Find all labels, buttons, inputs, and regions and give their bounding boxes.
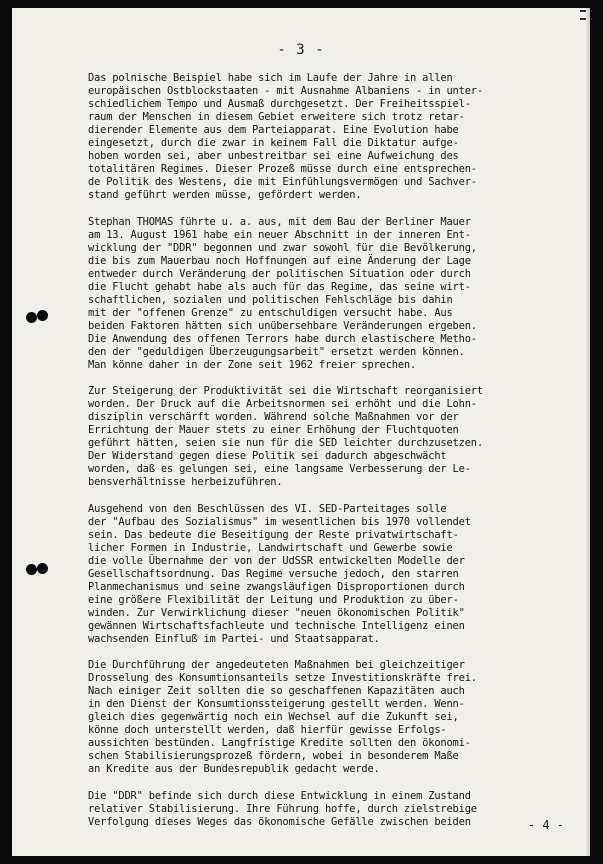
paragraph <box>88 385 574 489</box>
text-line: könne doch unterstellt werden, daß hierfür gewisse Erfolgs- <box>88 724 447 737</box>
text-line: hoben worden sei, aber unbestreitbar sei eine Aufweichung des <box>88 150 459 163</box>
text-line: Verfolgung dieses Weges das ökonomische Gefälle zwischen beiden <box>88 815 471 828</box>
punch-hole-icon <box>37 563 48 574</box>
text-line: an Kredite aus der Bundesrepublik gedacht werde. <box>88 763 380 776</box>
text-line: Die Anwendung des offenen Terrors habe durch elastischere Metho- <box>88 332 477 345</box>
text-line: gewännen Wirtschaftsfachleute und technische Intelligenz einen <box>88 619 465 632</box>
text-line: Die Durchführung der angedeuteten Maßnahmen bei gleichzeitiger <box>88 659 465 672</box>
text-line: die Flucht gehabt habe als auch für das Regime, das seine wirt- <box>88 280 471 293</box>
page-edge <box>586 8 590 856</box>
text-line: wicklung der "DDR" begonnen und zwar sowohl für die Bevölkerung, <box>88 241 477 254</box>
text-line: schiedlichem Tempo und Ausmaß durchgesetzt. Der Freiheitsspiel- <box>88 98 471 111</box>
text-line: Gesellschaftsordnung. Das Regime versuche jedoch, den starren <box>88 567 459 580</box>
text-line: den der "geduldigen Überzeugungsarbeit" ersetzt werden können. <box>88 345 465 358</box>
text-line: entweder durch Veränderung der politischen Situation oder durch <box>88 267 471 280</box>
text-line: Der Widerstand gegen diese Politik sei dadurch abgeschwächt <box>88 450 447 463</box>
text-line: de Politik des Westens, die mit Einfühlungsvermögen und Sachver- <box>88 176 477 189</box>
text-line: die bis zum Mauerbau noch Hoffnungen auf eine Änderung der Lage <box>88 254 471 267</box>
text-line: am 13. August 1961 habe ein neuer Abschnitt in der inneren Ent- <box>88 228 471 241</box>
text-line: schaftlichen, sozialen und politischen Fehlschläge bis dahin <box>88 293 453 306</box>
text-line: schen Stabilisierungsprozeß fördern, wobei in besonderem Maße <box>88 750 459 763</box>
text-line: totalitären Regimes. Dieser Prozeß müsse durch eine entsprechen- <box>88 163 477 176</box>
document-body <box>88 72 574 842</box>
text-line: eine größere Flexibilität der Leitung und Produktion zu über- <box>88 593 459 606</box>
scan-mark <box>580 10 586 12</box>
paragraph <box>88 72 574 202</box>
paragraph <box>88 503 574 647</box>
text-line: licher Formen in Industrie, Landwirtschaft und Gewerbe sowie <box>88 541 453 554</box>
text-line: wachsenden Einfluß im Partei- und Staatsapparat. <box>88 633 380 646</box>
text-line: die volle Übernahme der von der UdSSR entwickelten Modelle der <box>88 554 465 567</box>
text-line: Stephan THOMAS führte u. a. aus, mit dem Bau der Berliner Mauer <box>88 215 471 228</box>
text-line: bensverhältnisse herbeizuführen. <box>88 476 283 489</box>
text-line: Nach einiger Zeit sollten die so geschaffenen Kapazitäten auch <box>88 685 465 698</box>
page-number: - 3 - <box>277 42 325 58</box>
punch-hole-icon <box>26 564 37 575</box>
text-line: gleich dies gegenwärtig noch ein Wechsel auf die Zukunft sei, <box>88 711 459 724</box>
scan-mark <box>580 18 586 20</box>
text-line: relativer Stabilisierung. Ihre Führung hoffe, durch zielstrebige <box>88 802 477 815</box>
punch-hole-icon <box>37 310 48 321</box>
text-line: Die "DDR" befinde sich durch diese Entwicklung in einem Zustand <box>88 789 471 802</box>
text-line: der "Aufbau des Sozialismus" im wesentlichen bis 1970 vollendet <box>88 515 471 528</box>
punch-hole-icon <box>26 312 37 323</box>
text-line: worden, daß es gelungen sei, eine langsame Verbesserung der Le- <box>88 463 471 476</box>
text-line: winden. Zur Verwirklichung dieser "neuen ökonomischen Politik" <box>88 606 465 619</box>
text-line: Errichtung der Mauer stets zu einer Erhöhung der Fluchtquoten <box>88 424 459 437</box>
text-line: Drosselung des Konsumtionsanteils setze Investitionskräfte frei. <box>88 672 477 685</box>
text-line: raum der Menschen in diesem Gebiet erweitere sich trotz retar- <box>88 111 465 124</box>
paragraph <box>88 790 574 829</box>
text-line: mit der "offenen Grenze" zu entschuldigen versucht habe. Aus <box>88 306 453 319</box>
text-line: Das polnische Beispiel habe sich im Laufe der Jahre in allen <box>88 72 453 84</box>
text-line: dierender Elemente aus dem Parteiapparat. Eine Evolution habe <box>88 124 459 137</box>
text-line: eingesetzt, durch die zwar in keinem Fall die Diktatur aufge- <box>88 137 459 150</box>
text-line: europäischen Ostblockstaaten - mit Ausnahme Albaniens - in unter- <box>88 85 483 98</box>
text-line: Ausgehend von den Beschlüssen des VI. SED-Parteitages solle <box>88 502 447 515</box>
paragraph <box>88 659 574 776</box>
continuation-marker: - 4 - <box>527 818 564 832</box>
text-line: aussichten bestünden. Langfristige Kredite sollten den ökonomi- <box>88 737 471 750</box>
text-line: in den Dienst der Konsumtionssteigerung gestellt werden. Wenn- <box>88 698 465 711</box>
text-line: worden. Der Druck auf die Arbeitsnormen sei erhöht und die Lohn- <box>88 398 477 411</box>
text-line: beiden Faktoren hätten sich unübersehbare Veränderungen ergeben. <box>88 319 477 332</box>
text-line: disziplin verschärft worden. Während solche Maßnahmen vor der <box>88 411 459 424</box>
text-line: Man könne daher in der Zone seit 1962 freier sprechen. <box>88 359 417 372</box>
paragraph <box>88 216 574 373</box>
document-page <box>12 8 590 856</box>
text-line: Planmechanismus und seine zwangsläufigen Disproportionen durch <box>88 580 465 593</box>
text-line: Zur Steigerung der Produktivität sei die Wirtschaft reorganisiert <box>88 385 483 398</box>
text-line: geführt hätten, seien sie nun für die SED leichter durchzusetzen. <box>88 437 483 450</box>
text-line: sein. Das bedeute die Beseitigung der Reste privatwirtschaft- <box>88 528 459 541</box>
text-line: stand geführt werden müsse, gefördert werden. <box>88 189 362 202</box>
